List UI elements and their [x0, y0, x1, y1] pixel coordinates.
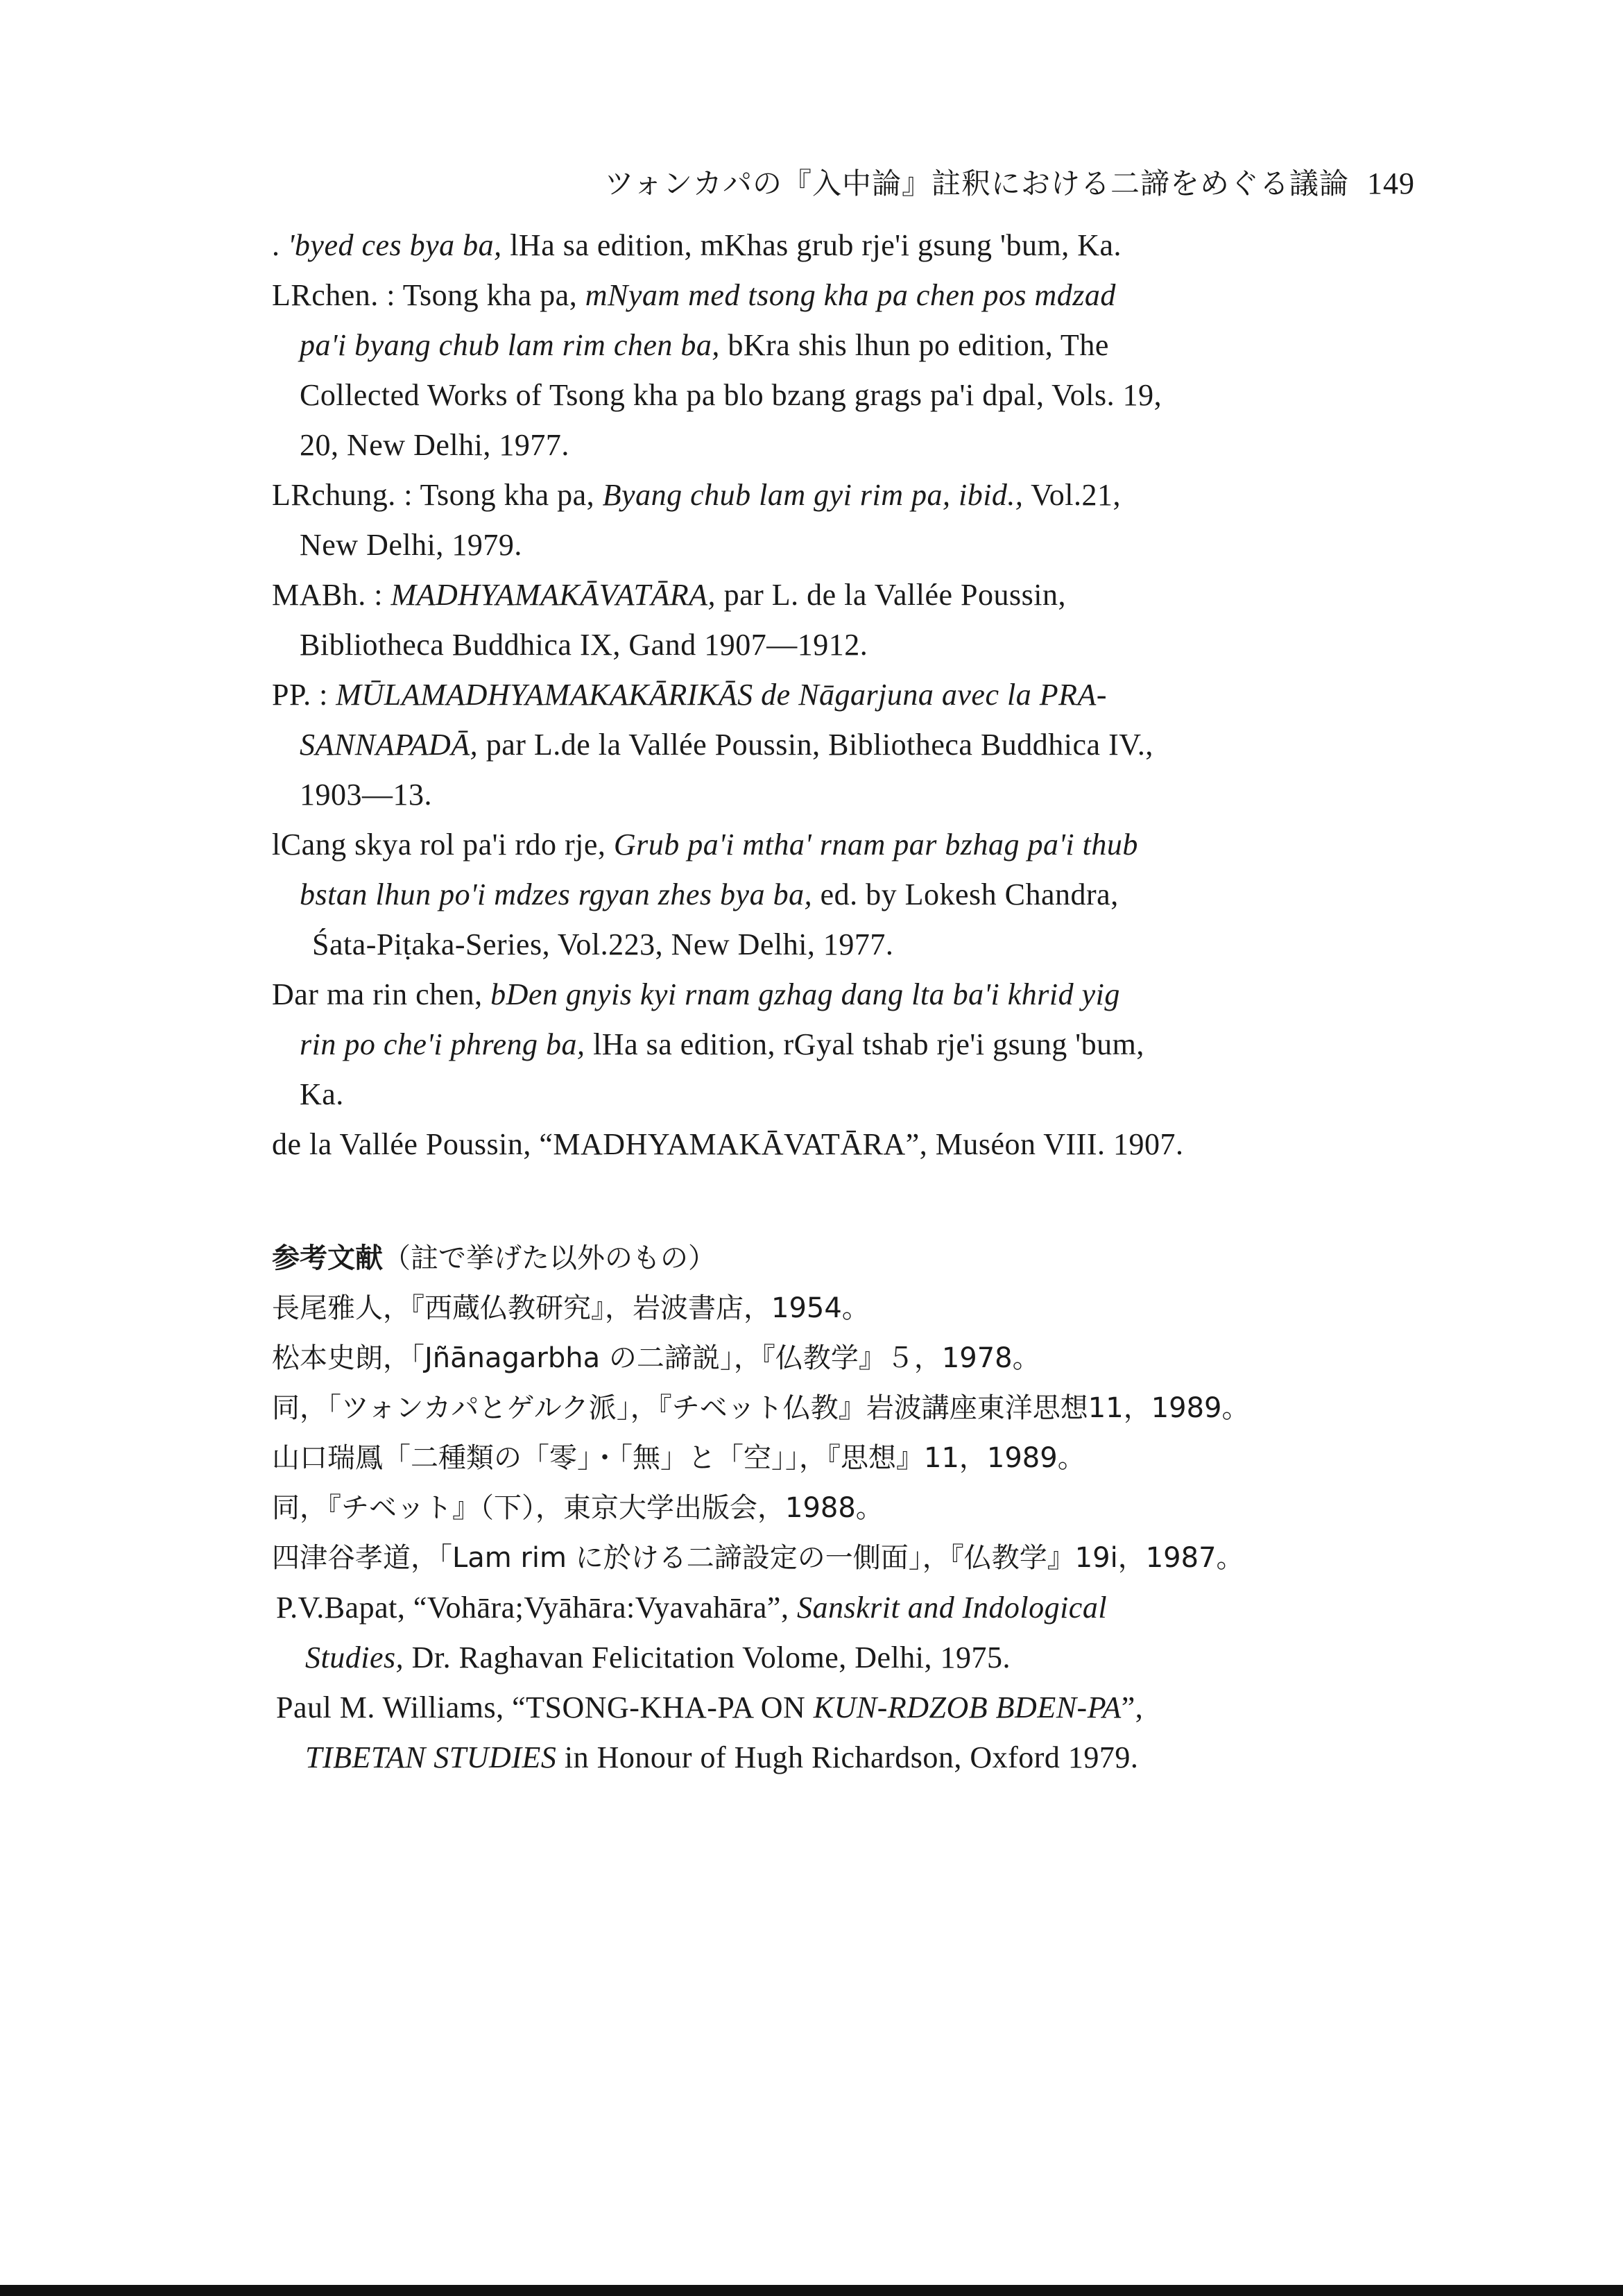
plain-text: lHa sa edition, mKhas grub rje'i gsung 'bum, Ka.: [501, 228, 1122, 262]
italic-title-text: 'byed ces bya ba,: [288, 228, 502, 262]
entry-line: [272, 221, 1418, 271]
plain-text: de la Vallée Poussin, “MADHYAMAKĀVATĀRA”, Muséon VIII. 1907.: [272, 1127, 1184, 1161]
plain-text: Śata-Piṭaka-Series, Vol.223, New Delhi, 1977.: [312, 927, 894, 961]
entry-line: [272, 1020, 1418, 1070]
reference-en-line: [272, 1733, 1423, 1783]
italic-title-text: MŪLAMADHYAMAKAKĀRIKĀS de Nāgarjuna avec la PRA-: [336, 678, 1107, 712]
running-title: ツォンカパの『入中論』註釈における二諦をめぐる議論: [604, 166, 1349, 200]
reference-jp: 四津谷孝道，「Lam rim に於ける二諦設定の一側面」，『仏教学』19i，1987。: [272, 1542, 1244, 1574]
plain-text: Dr. Raghavan Felicitation Volome, Delhi, 1975.: [404, 1640, 1011, 1674]
entry-line: [272, 870, 1418, 920]
entry-line: [272, 820, 1418, 870]
references-heading: 参考文献: [272, 1242, 383, 1274]
italic-title-text: rin po che'i phreng ba,: [300, 1027, 585, 1061]
italic-title-text: mNyam med tsong kha pa chen pos mdzad: [585, 278, 1116, 312]
plain-text: Paul M. Williams, “TSONG-KHA-PA ON: [276, 1690, 814, 1724]
italic-title-text: Byang chub lam gyi rim pa, ibid.,: [602, 478, 1024, 512]
entry-line: [272, 970, 1418, 1020]
entry-line: [272, 470, 1418, 520]
plain-text: in Honour of Hugh Richardson, Oxford 1979.: [556, 1740, 1139, 1774]
page-number: 149: [1367, 166, 1415, 200]
italic-title-text: Studies,: [305, 1640, 404, 1674]
plain-text: P.V.Bapat, “Vohāra;Vyāhāra:Vyavahāra”,: [276, 1591, 797, 1625]
abbreviations-list: [272, 221, 1418, 1170]
italic-title-text: bDen gnyis kyi rnam gzhag dang lta ba'i khrid yig: [490, 977, 1120, 1011]
reference-en-line: [272, 1633, 1423, 1683]
plain-text: PP. :: [272, 678, 336, 712]
entry-line: [272, 620, 1418, 670]
italic-title-text: TIBETAN STUDIES: [305, 1740, 557, 1774]
plain-text: Ka.: [300, 1077, 344, 1111]
plain-text: bKra shis lhun po edition, The: [719, 328, 1109, 362]
plain-text: 1903—13.: [300, 778, 432, 812]
entry-line: [272, 320, 1418, 370]
plain-text: New Delhi, 1979.: [300, 528, 522, 562]
entry-line: [272, 670, 1418, 720]
plain-text: LRchen. : Tsong kha pa,: [272, 278, 585, 312]
italic-title-text: MADHYAMAKĀVATĀRA,: [390, 578, 716, 612]
entry-line: [272, 920, 1418, 970]
entry-line: [272, 271, 1418, 320]
reference-jp: 長尾雅人，『西蔵仏教研究』，岩波書店，1954。: [272, 1292, 870, 1324]
reference-jp: 松本史朗，「Jñānagarbha の二諦説」，『仏教学』５，1978。: [272, 1342, 1040, 1374]
plain-text: Dar ma rin chen,: [272, 977, 491, 1011]
reference-en-line: [272, 1583, 1423, 1633]
plain-text: 20, New Delhi, 1977.: [300, 428, 569, 462]
plain-text: ”,: [1121, 1690, 1144, 1724]
entry-line: [272, 720, 1418, 770]
plain-text: LRchung. : Tsong kha pa,: [272, 478, 603, 512]
plain-text: MABh. :: [272, 578, 391, 612]
plain-text: Vol.21,: [1023, 478, 1121, 512]
reference-jp: 同，「ツォンカパとゲルク派」，『チベット仏教』岩波講座東洋思想11，1989。: [272, 1392, 1250, 1424]
scan-bottom-edge: [0, 2285, 1623, 2296]
entry-line: [272, 420, 1418, 470]
plain-text: Bibliotheca Buddhica IX, Gand 1907—1912.: [300, 628, 868, 662]
italic-title-text: Sanskrit and Indological: [796, 1591, 1108, 1625]
plain-text: .: [272, 228, 288, 262]
plain-text: lCang skya rol pa'i rdo rje,: [272, 828, 614, 862]
entry-line: [272, 570, 1418, 620]
references-heading-note: （註で挙げた以外のもの）: [383, 1242, 716, 1274]
entry-line: [272, 370, 1418, 420]
entry-line: [272, 770, 1418, 820]
reference-jp: 同，『チベット』（下），東京大学出版会，1988。: [272, 1492, 884, 1524]
entry-line: [272, 1070, 1418, 1120]
italic-title-text: pa'i byang chub lam rim chen ba,: [300, 328, 720, 362]
plain-text: par L.de la Vallée Poussin, Bibliotheca Buddhica IV.,: [478, 728, 1153, 762]
reference-en-line: [272, 1683, 1423, 1733]
entry-line: [272, 520, 1418, 570]
plain-text: Collected Works of Tsong kha pa blo bzang grags pa'i dpal, Vols. 19,: [300, 378, 1162, 412]
italic-title-text: KUN-RDZOB BDEN-PA: [813, 1690, 1122, 1724]
plain-text: ed. by Lokesh Chandra,: [812, 877, 1119, 911]
references-section: [272, 1233, 1423, 1783]
entry-line: [272, 1120, 1418, 1170]
reference-jp: 山口瑞鳳「二種類の「零」・「無」と「空」」，『思想』11，1989。: [272, 1442, 1085, 1474]
italic-title-text: Grub pa'i mtha' rnam par bzhag pa'i thub: [613, 828, 1138, 862]
italic-title-text: bstan lhun po'i mdzes rgyan zhes bya ba,: [300, 877, 813, 911]
italic-title-text: SANNAPADĀ,: [300, 728, 479, 762]
plain-text: lHa sa edition, rGyal tshab rje'i gsung 'bum,: [585, 1027, 1144, 1061]
plain-text: par L. de la Vallée Poussin,: [716, 578, 1066, 612]
references-heading-line: [272, 1233, 1423, 1283]
running-header: [486, 161, 1415, 203]
